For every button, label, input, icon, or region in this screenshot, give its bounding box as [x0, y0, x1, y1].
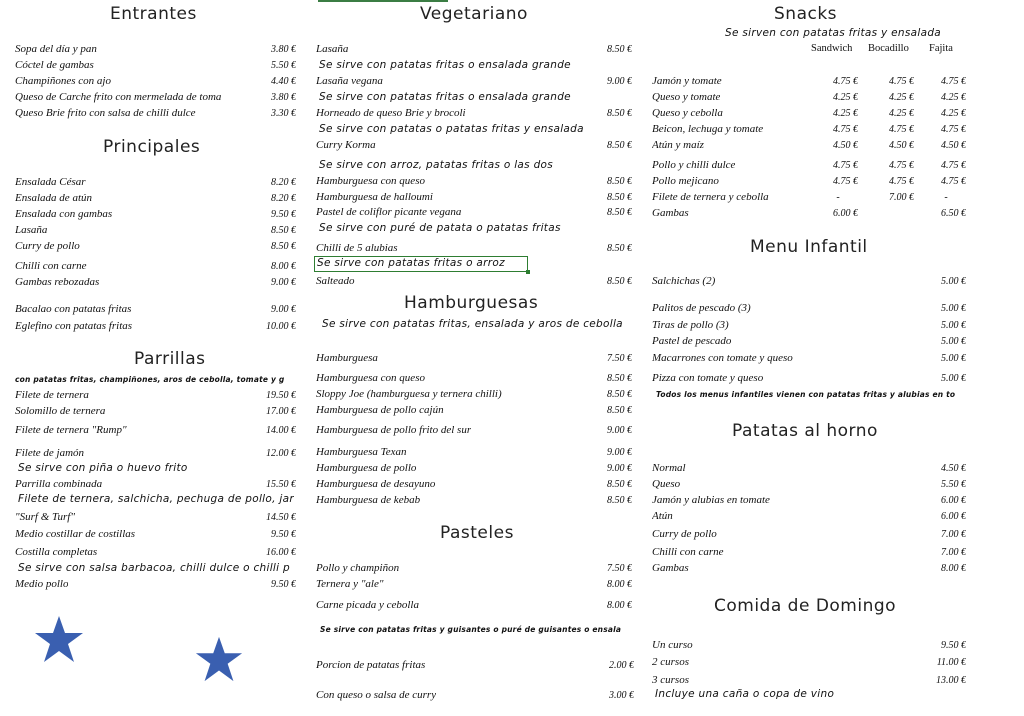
item-note: Se sirve con piña o huevo frito [18, 462, 188, 474]
snack-price-p2: 4.75 € [889, 160, 914, 171]
menu-item-name: 2 cursos [652, 656, 689, 668]
menu-item-name: Hamburguesa Texan [316, 446, 407, 458]
menu-item-price: 9.50 € [271, 579, 296, 590]
menu-item-name: Un curso [652, 639, 693, 651]
menu-item-price: 8.50 € [271, 225, 296, 236]
menu-item-price: 16.00 € [266, 547, 296, 558]
parrillas-note: con patatas fritas, champiñones, aros de cebolla, tomate y g [15, 375, 285, 384]
menu-item-price: 4.50 € [941, 463, 966, 474]
snack-item-name: Atún y maíz [652, 139, 704, 151]
snack-item-name: Pollo y chilli dulce [652, 159, 736, 171]
menu-item-name: Pizza con tomate y queso [652, 372, 764, 384]
menu-item-name: Salteado [316, 275, 355, 287]
menu-item-name: Parrilla combinada [15, 478, 103, 490]
snack-price-p3: 4.75 € [941, 176, 966, 187]
heading-hamburguesas: Hamburguesas [404, 293, 539, 313]
menu-item-price: 5.00 € [941, 336, 966, 347]
menu-item-price: 9.00 € [271, 304, 296, 315]
snack-price-p1: - [836, 192, 840, 203]
snack-price-p3: 4.75 € [941, 124, 966, 135]
menu-item-price: 9.00 € [607, 463, 632, 474]
snack-item-name: Beicon, lechuga y tomate [652, 123, 764, 135]
menu-item-price: 9.00 € [271, 277, 296, 288]
menu-item-price: 14.50 € [266, 512, 296, 523]
snack-price-p3: 6.50 € [941, 208, 966, 219]
menu-item-name: Porcion de patatas fritas [316, 659, 426, 671]
domingo-note: Incluye una caña o copa de vino [655, 688, 835, 700]
menu-item-name: Hamburguesa con queso [316, 372, 425, 384]
menu-item-price: 8.50 € [607, 108, 632, 119]
snack-price-p2: 4.75 € [889, 176, 914, 187]
snack-price-p2: 7.00 € [889, 192, 914, 203]
menu-item-name: Palitos de pescado (3) [652, 302, 751, 314]
menu-item-price: 3.80 € [271, 44, 296, 55]
menu-item-price: 5.00 € [941, 303, 966, 314]
menu-item-price: 5.00 € [941, 373, 966, 384]
menu-item-price: 6.00 € [941, 495, 966, 506]
menu-item-name: Jamón y alubias en tomate [652, 494, 770, 506]
pasteles-note: Se sirve con patatas fritas y guisantes o puré de guisantes o ensala [320, 625, 622, 634]
snacks-header-sandwich: Sandwich [811, 43, 853, 54]
menu-item-name: Gambas rebozadas [15, 276, 100, 288]
menu-item-price: 8.50 € [271, 241, 296, 252]
menu-item-price: 3.80 € [271, 92, 296, 103]
menu-item-name: Hamburguesa [316, 352, 378, 364]
menu-item-name: Curry de pollo [15, 240, 80, 252]
menu-item-price: 5.00 € [941, 320, 966, 331]
menu-item-price: 8.50 € [607, 405, 632, 416]
menu-item-price: 7.00 € [941, 547, 966, 558]
heading-vegetariano: Vegetariano [420, 4, 528, 24]
menu-item-name: Hamburguesa de pollo [316, 462, 417, 474]
menu-item-name: Costilla completas [15, 546, 98, 558]
snacks-note: Se sirven con patatas fritas y ensalada [725, 27, 942, 39]
menu-item-price: 8.20 € [271, 177, 296, 188]
menu-item-name: Gambas [652, 562, 689, 574]
menu-item-price: 17.00 € [266, 406, 296, 417]
menu-item-name: Salchichas (2) [652, 275, 716, 287]
snack-price-p3: 4.50 € [941, 140, 966, 151]
menu-item-price: 8.50 € [607, 44, 632, 55]
menu-item-name: Curry Korma [316, 139, 376, 151]
star-icon [33, 614, 85, 664]
item-note: Se sirve con arroz, patatas fritas o las dos [319, 159, 554, 171]
snack-item-name: Jamón y tomate [652, 75, 722, 87]
menu-item-price: 8.50 € [607, 276, 632, 287]
snack-price-p1: 4.50 € [833, 140, 858, 151]
snack-price-p1: 4.75 € [833, 124, 858, 135]
menu-item-name: Filete de ternera [15, 389, 89, 401]
item-note: Filete de ternera, salchicha, pechuga de pollo, jar [18, 493, 294, 505]
item-note: Se sirve con puré de patata o patatas fritas [319, 222, 561, 234]
menu-item-name: Hamburguesa de pollo cajún [316, 404, 444, 416]
snack-price-p2: 4.25 € [889, 92, 914, 103]
menu-item-name: Queso de Carche frito con mermelada de toma [15, 91, 222, 103]
heading-principales: Principales [103, 137, 201, 157]
snack-price-p3: 4.75 € [941, 160, 966, 171]
snack-price-p3: 4.75 € [941, 76, 966, 87]
snack-price-p1: 4.75 € [833, 160, 858, 171]
snack-price-p1: 4.75 € [833, 176, 858, 187]
menu-item-name: Medio pollo [15, 578, 69, 590]
item-note: Se sirve con patatas o patatas fritas y ensalada [319, 123, 584, 135]
menu-item-name: Chilli con carne [652, 546, 724, 558]
menu-item-price: 19.50 € [266, 390, 296, 401]
menu-item-name: Queso [652, 478, 681, 490]
menu-item-price: 13.00 € [936, 675, 966, 686]
snacks-header-fajita: Fajita [929, 43, 953, 54]
menu-item-name: Chilli con carne [15, 260, 87, 272]
menu-item-name: 3 cursos [652, 674, 689, 686]
snack-price-p1: 4.75 € [833, 76, 858, 87]
menu-item-price: 3.30 € [271, 108, 296, 119]
menu-item-price: 8.20 € [271, 193, 296, 204]
menu-item-price: 5.50 € [271, 60, 296, 71]
menu-item-name: Pastel de pescado [652, 335, 732, 347]
menu-item-name: Horneado de queso Brie y brocoli [316, 107, 466, 119]
snack-item-name: Filete de ternera y cebolla [652, 191, 769, 203]
menu-item-price: 9.00 € [607, 425, 632, 436]
item-note: Se sirve con patatas fritas o ensalada grande [319, 91, 571, 103]
menu-item-price: 10.00 € [266, 321, 296, 332]
menu-item-name: Ensalada con gambas [15, 208, 113, 220]
snack-price-p3: - [944, 192, 948, 203]
menu-item-name: Ternera y "ale" [316, 578, 384, 590]
heading-comida-de-domingo: Comida de Domingo [714, 596, 897, 616]
selection-edge [318, 0, 448, 2]
snack-price-p2: 4.25 € [889, 108, 914, 119]
menu-item-price: 9.50 € [271, 209, 296, 220]
menu-item-name: Pollo y champiñon [316, 562, 400, 574]
menu-item-price: 14.00 € [266, 425, 296, 436]
menu-item-name: Con queso o salsa de curry [316, 689, 437, 701]
heading-parrillas: Parrillas [134, 349, 206, 369]
snack-price-p1: 6.00 € [833, 208, 858, 219]
menu-item-name: Macarrones con tomate y queso [652, 352, 793, 364]
menu-item-price: 4.40 € [271, 76, 296, 87]
menu-item-price: 9.00 € [607, 447, 632, 458]
menu-item-price: 8.50 € [607, 140, 632, 151]
menu-item-price: 8.50 € [607, 176, 632, 187]
menu-item-name: Queso Brie frito con salsa de chilli dulce [15, 107, 196, 119]
menu-item-name: Pastel de coliflor picante vegana [316, 206, 462, 218]
menu-item-name: Bacalao con patatas fritas [15, 303, 132, 315]
selected-cell[interactable]: Se sirve con patatas fritas o arroz [314, 256, 528, 272]
menu-item-name: Carne picada y cebolla [316, 599, 419, 611]
item-note: Se sirve con patatas fritas o ensalada grande [319, 59, 571, 71]
heading-menu-infantil: Menu Infantil [750, 237, 868, 257]
menu-item-name: Filete de jamón [15, 447, 85, 459]
menu-item-name: Lasaña [15, 224, 48, 236]
menu-item-price: 7.50 € [607, 563, 632, 574]
menu-item-name: Curry de pollo [652, 528, 717, 540]
menu-item-name: Lasaña vegana [316, 75, 383, 87]
snack-item-name: Pollo mejicano [652, 175, 719, 187]
menu-item-name: Atún [652, 510, 673, 522]
menu-item-price: 5.50 € [941, 479, 966, 490]
menu-item-price: 8.50 € [607, 192, 632, 203]
menu-item-price: 8.50 € [607, 373, 632, 384]
menu-item-price: 15.50 € [266, 479, 296, 490]
hamburguesas-note: Se sirve con patatas fritas, ensalada y aros de cebolla [322, 318, 623, 330]
snack-price-p2: 4.75 € [889, 124, 914, 135]
menu-item-price: 6.00 € [941, 511, 966, 522]
menu-item-name: Tiras de pollo (3) [652, 319, 729, 331]
menu-item-price: 8.50 € [607, 479, 632, 490]
snack-price-p1: 4.25 € [833, 108, 858, 119]
star-icon [194, 634, 244, 684]
item-note: Se sirve con salsa barbacoa, chilli dulce o chilli p [18, 562, 290, 574]
menu-item-price: 8.50 € [607, 207, 632, 218]
snack-price-p1: 4.25 € [833, 92, 858, 103]
menu-item-price: 7.00 € [941, 529, 966, 540]
menu-item-price: 8.50 € [607, 495, 632, 506]
menu-item-name: Solomillo de ternera [15, 405, 106, 417]
snack-price-p2: 4.50 € [889, 140, 914, 151]
menu-item-name: Sloppy Joe (hamburguesa y ternera chilli) [316, 388, 502, 400]
menu-item-name: Cóctel de gambas [15, 59, 94, 71]
heading-entrantes: Entrantes [110, 4, 197, 24]
menu-item-name: Chilli de 5 alubias [316, 242, 398, 254]
snack-price-p2: 4.75 € [889, 76, 914, 87]
menu-item-name: Hamburguesa con queso [316, 175, 425, 187]
snack-price-p3: 4.25 € [941, 108, 966, 119]
menu-item-name: Eglefino con patatas fritas [15, 320, 133, 332]
snacks-header-bocadillo: Bocadillo [868, 43, 909, 54]
snack-item-name: Gambas [652, 207, 689, 219]
menu-item-name: Ensalada César [15, 176, 86, 188]
snack-item-name: Queso y tomate [652, 91, 721, 103]
menu-item-price: 5.00 € [941, 353, 966, 364]
menu-item-price: 8.50 € [607, 243, 632, 254]
menu-item-name: Ensalada de atún [15, 192, 92, 204]
menu-item-price: 8.50 € [607, 389, 632, 400]
menu-item-name: "Surf & Turf" [15, 511, 75, 523]
menu-item-price: 8.00 € [607, 600, 632, 611]
menu-item-price: 9.50 € [271, 529, 296, 540]
menu-item-name: Normal [652, 462, 686, 474]
menu-item-price: 2.00 € [609, 660, 634, 671]
menu-item-price: 3.00 € [609, 690, 634, 701]
heading-patatas-al-horno: Patatas al horno [732, 421, 878, 441]
menu-item-name: Champiñones con ajo [15, 75, 111, 87]
menu-item-name: Medio costillar de costillas [15, 528, 136, 540]
menu-item-name: Lasaña [316, 43, 349, 55]
menu-item-price: 8.00 € [941, 563, 966, 574]
snack-item-name: Queso y cebolla [652, 107, 723, 119]
menu-item-price: 9.00 € [607, 76, 632, 87]
menu-item-name: Hamburguesa de desayuno [316, 478, 436, 490]
menu-item-price: 11.00 € [936, 657, 966, 668]
menu-item-name: Filete de ternera "Rump" [15, 424, 127, 436]
menu-item-price: 5.00 € [941, 276, 966, 287]
menu-item-name: Sopa del día y pan [15, 43, 97, 55]
menu-item-price: 9.50 € [941, 640, 966, 651]
menu-item-price: 7.50 € [607, 353, 632, 364]
snack-price-p3: 4.25 € [941, 92, 966, 103]
heading-snacks: Snacks [774, 4, 838, 24]
menu-item-price: 8.00 € [271, 261, 296, 272]
menu-item-name: Hamburguesa de pollo frito del sur [316, 424, 472, 436]
menu-item-price: 12.00 € [266, 448, 296, 459]
menu-item-price: 8.00 € [607, 579, 632, 590]
infantil-note: Todos los menus infantiles vienen con patatas fritas y alubias en to [656, 390, 956, 399]
menu-item-name: Hamburguesa de halloumi [316, 191, 433, 203]
menu-item-name: Hamburguesa de kebab [316, 494, 421, 506]
heading-pasteles: Pasteles [440, 523, 514, 543]
